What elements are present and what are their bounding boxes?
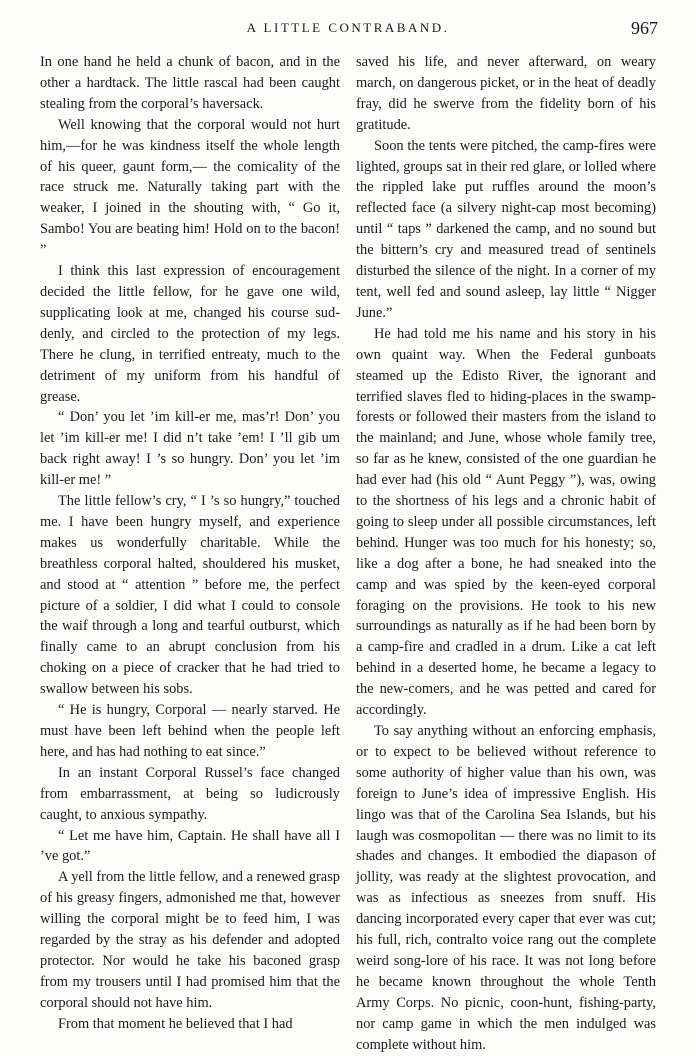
paragraph: “ Don’ you let ’im kill-er me, mas’r! Don’ you let ’im kill-er me! I did n’t take ’em! I ’ll gib um back right away! I ’s so hungry. Don’ you let ’im kill-er me! ” bbox=[40, 409, 340, 489]
paragraph: In one hand he held a chunk of bacon, and in the other a hardtack. The little rascal had been caught stealing from the corporal’s haversack. bbox=[40, 54, 340, 112]
page-header bbox=[38, 18, 658, 44]
paragraph: He had told me his name and his story in his own quaint way. When the Federal gunboats steamed up the Edisto River, the ignorant and terrified slaves fled to hiding-places in the swamp-forests or followed their masters from the island to the mainland; and June, whose whole family tree, so far as he knew, consisted of the one guardian he had ever had (his old “ Aunt Peggy ”), was, owing to the shortness of his legs and a chronic habit of going to sleep under all possible circumstances, left behind. Hunger was too much for his honesty; so, like a dog after a bone, he had sneaked into the camp and was spied by the keen-eyed corporal foraging on the provisions. He took to his new surroundings as naturally as if he had been born by a camp-fire and cradled in a drum. Like a cat left behind in a deserted home, he became a legacy to the new-comers, and he was petted and cared for accordingly. bbox=[356, 325, 656, 719]
left-column bbox=[40, 52, 340, 1035]
paragraph: To say anything without an enforcing emphasis, or to expect to be believed without reference to some authority of higher value than his own, was foreign to June’s idea of impressive English. His lingo was that of the Carolina Sea Islands, but his laugh was cosmopolitan — there was no limit to its shades and changes. It embodied the diapason of jollity, was ready at the slightest provocation, and was as infectious as sneezes from snuff. His dancing incorporated every caper that ever was cut; his full, rich, contralto voice rang out the complete weird song-lore of his race. It was not long before he became known throughout the whole Tenth Army Corps. No picnic, coon-hunt, fishing-party, nor camp game in which the men indulged was complete without him. bbox=[356, 723, 656, 1053]
paragraph: A yell from the little fellow, and a renewed grasp of his greasy fingers, admonished me that, however willing the corporal might be to feed him, I was regarded by the stray as his defender and adopted protector. Nor would he take his baconed grasp from my trousers until I had promised him that the corporal should not have him. bbox=[40, 869, 340, 1011]
paragraph: In an instant Corporal Russel’s face changed from embarrassment, at being so ludicrously caught, to anxious sympathy. bbox=[40, 764, 340, 823]
paragraph: saved his life, and never afterward, on weary march, on dangerous picket, or in the heat of deadly fray, did he swerve from the fidelity born of his gratitude. bbox=[356, 54, 656, 133]
paragraph: From that moment he believed that I had bbox=[58, 1015, 293, 1032]
paragraph: The little fellow’s cry, “ I ’s so hungry,” touched me. I have been hungry myself, and experience makes us wonderfully charitable. While the breathless corporal halted, shouldered his musket, and stood at “ attention ” before me, the perfect picture of a soldier, I did what I could to console the waif through a long and tearful outburst, which finally came to an abrupt conclusion from his choking on a piece of cracker that he had tried to swallow between his sobs. bbox=[40, 493, 340, 698]
paragraph: Soon the tents were pitched, the camp-fires were lighted, groups sat in their red glare, or lolled where the rippled lake put ruffles around the moon’s reflected face (a silvery night-cap most becoming) until “ taps ” darkened the camp, and no sound but the bittern’s cry and measured tread of sentinels disturbed the silence of the night. In a corner of my tent, well fed and sound asleep, lay little “ Nigger June.” bbox=[356, 137, 656, 321]
right-column bbox=[356, 52, 656, 1056]
paragraph: “ He is hungry, Corporal — nearly starved. He must have been left behind when the people left here, and has had nothing to eat since.” bbox=[40, 702, 340, 760]
running-title: A LITTLE CONTRABAND. bbox=[246, 20, 450, 35]
page-number: 967 bbox=[631, 18, 658, 38]
paragraph: Well knowing that the corporal would not hurt him,—for he was kindness itself the whole length of his queer, gaunt form,— the comicality of the race struck me. Naturally taking part with the weaker, I joined in the shouting with, “ Go it, Sambo! You are beating him! Hold on to the bacon! ” bbox=[40, 116, 340, 259]
paragraph: I think this last expression of encouragement decided the little fellow, for he gave one wild, supplicating look at me, changed his course suddenly, and circled to the protection of my legs. There he clung, in terrified entreaty, much to the detriment of my uniform from his handful of grease. bbox=[40, 263, 340, 405]
paragraph: “ Let me have him, Captain. He shall have all I ’ve got.” bbox=[40, 827, 340, 865]
